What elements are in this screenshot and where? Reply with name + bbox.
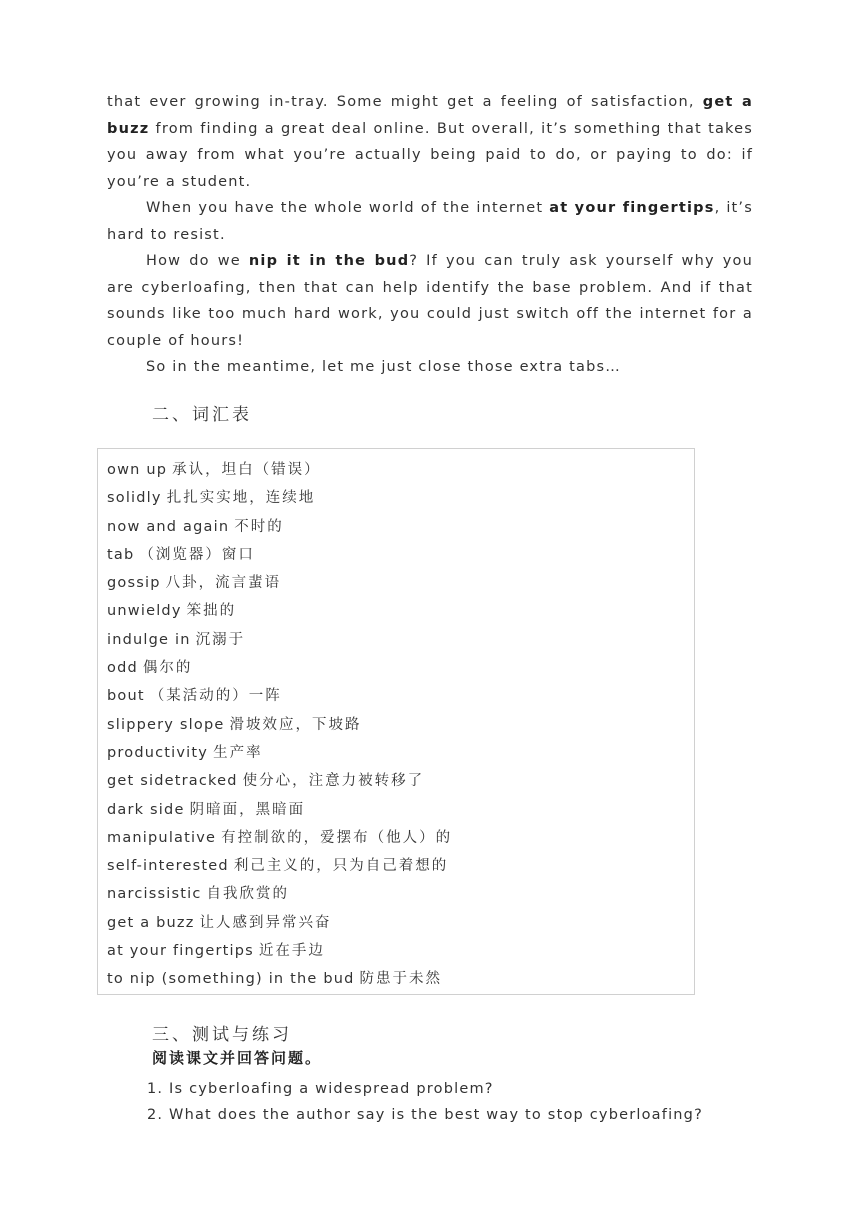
vocab-heading: 二、词汇表 (152, 405, 252, 425)
vocab-item (107, 484, 452, 512)
vocab-term: indulge in (107, 631, 191, 648)
vocab-definition: 防患于未然 (359, 971, 443, 988)
question-1: 1. Is cyberloafing a widespread problem? (147, 1081, 494, 1097)
vocab-term: gossip (107, 575, 161, 592)
vocab-term: dark side (107, 801, 185, 818)
vocab-definition: 近在手边 (258, 943, 325, 960)
vocab-definition: 阴暗面，黑暗面 (189, 801, 306, 818)
text-run: When you have the whole world of the internet (146, 200, 550, 216)
exercise-heading: 三、测试与练习 (152, 1025, 292, 1045)
vocab-term: self-interested (107, 858, 229, 875)
vocab-item (107, 569, 452, 597)
vocab-term: at your fingertips (107, 943, 254, 960)
vocab-term: unwieldy (107, 603, 182, 620)
vocab-definition: 不时的 (234, 518, 284, 535)
vocab-item (107, 597, 452, 625)
vocab-item (107, 654, 452, 682)
text-run: from finding a great deal online. But overall, it’s something that takes you away from what you’re actually being paid to do, or paying to do: if you’re a student. (107, 120, 753, 190)
text-run: ? If you can truly ask yourself why you are cyberloafing, then that can help identify the base problem. And if that sounds like too much hard work, you could just switch off the internet for a couple of hours! (107, 253, 753, 349)
vocab-definition: 扎扎实实地，连续地 (166, 490, 316, 507)
bold-term: at your fingertips (549, 200, 715, 216)
passage-paragraph-3 (107, 248, 753, 354)
vocab-term: narcissistic (107, 886, 202, 903)
vocab-item (107, 767, 452, 795)
vocab-term: now and again (107, 518, 230, 535)
vocab-item (107, 739, 452, 767)
vocab-item (107, 937, 452, 965)
passage-paragraph-4: So in the meantime, let me just close those extra tabs… (146, 359, 621, 375)
vocab-list (107, 456, 452, 994)
vocab-term: get sidetracked (107, 773, 238, 790)
vocab-definition: （浏览器）窗口 (139, 546, 255, 563)
vocab-definition: 沉溺于 (195, 631, 246, 648)
vocab-item (107, 824, 452, 852)
vocab-item (107, 541, 452, 569)
question-2: 2. What does the author say is the best way to stop cyberloafing? (147, 1107, 703, 1123)
vocab-term: get a buzz (107, 914, 195, 931)
vocab-definition: 承认，坦白（错误） (172, 462, 321, 478)
vocab-item (107, 880, 452, 908)
vocab-item (107, 626, 452, 654)
bold-term: nip it in the bud (248, 253, 410, 269)
vocab-definition: 有控制欲的，爱摆布（他人）的 (221, 829, 453, 846)
vocab-item (107, 965, 452, 993)
vocab-term: bout (107, 688, 145, 705)
vocab-item (107, 796, 452, 824)
vocab-term: odd (107, 660, 138, 677)
passage-paragraph-2 (107, 195, 753, 248)
vocab-item (107, 682, 452, 710)
vocab-term: tab (107, 546, 135, 563)
text-run: , it’s hard to resist. (107, 200, 753, 243)
passage-paragraph-1 (107, 89, 753, 195)
vocab-definition: 八卦，流言蜚语 (165, 575, 282, 592)
vocab-definition: 使分心，注意力被转移了 (242, 773, 425, 790)
vocab-definition: 让人感到异常兴奋 (199, 914, 332, 931)
text-run: that ever growing in-tray. Some might get a feeling of satisfaction, (107, 94, 703, 110)
vocab-item (107, 909, 452, 937)
vocab-term: solidly (107, 490, 162, 507)
vocab-definition: 滑坡效应，下坡路 (229, 716, 362, 733)
vocab-definition: 生产率 (213, 744, 263, 761)
vocab-term: own up (107, 462, 168, 478)
vocab-definition: 自我欣赏的 (206, 886, 289, 903)
vocab-term: to nip (something) in the bud (107, 971, 355, 988)
vocab-term: manipulative (107, 829, 217, 846)
vocab-table (97, 448, 695, 995)
vocab-item (107, 456, 452, 484)
vocab-definition: 笨拙的 (186, 603, 237, 620)
vocab-item (107, 711, 452, 739)
bold-term: get a buzz (107, 94, 754, 137)
vocab-definition: 偶尔的 (142, 660, 193, 677)
vocab-item (107, 513, 452, 541)
text-run: How do we (146, 253, 249, 269)
vocab-definition: （某活动的）一阵 (149, 688, 282, 705)
vocab-item (107, 852, 452, 880)
vocab-term: slippery slope (107, 716, 225, 733)
vocab-term: productivity (107, 744, 209, 761)
exercise-instruction: 阅读课文并回答问题。 (152, 1049, 323, 1067)
vocab-definition: 利己主义的，只为自己着想的 (233, 858, 449, 875)
